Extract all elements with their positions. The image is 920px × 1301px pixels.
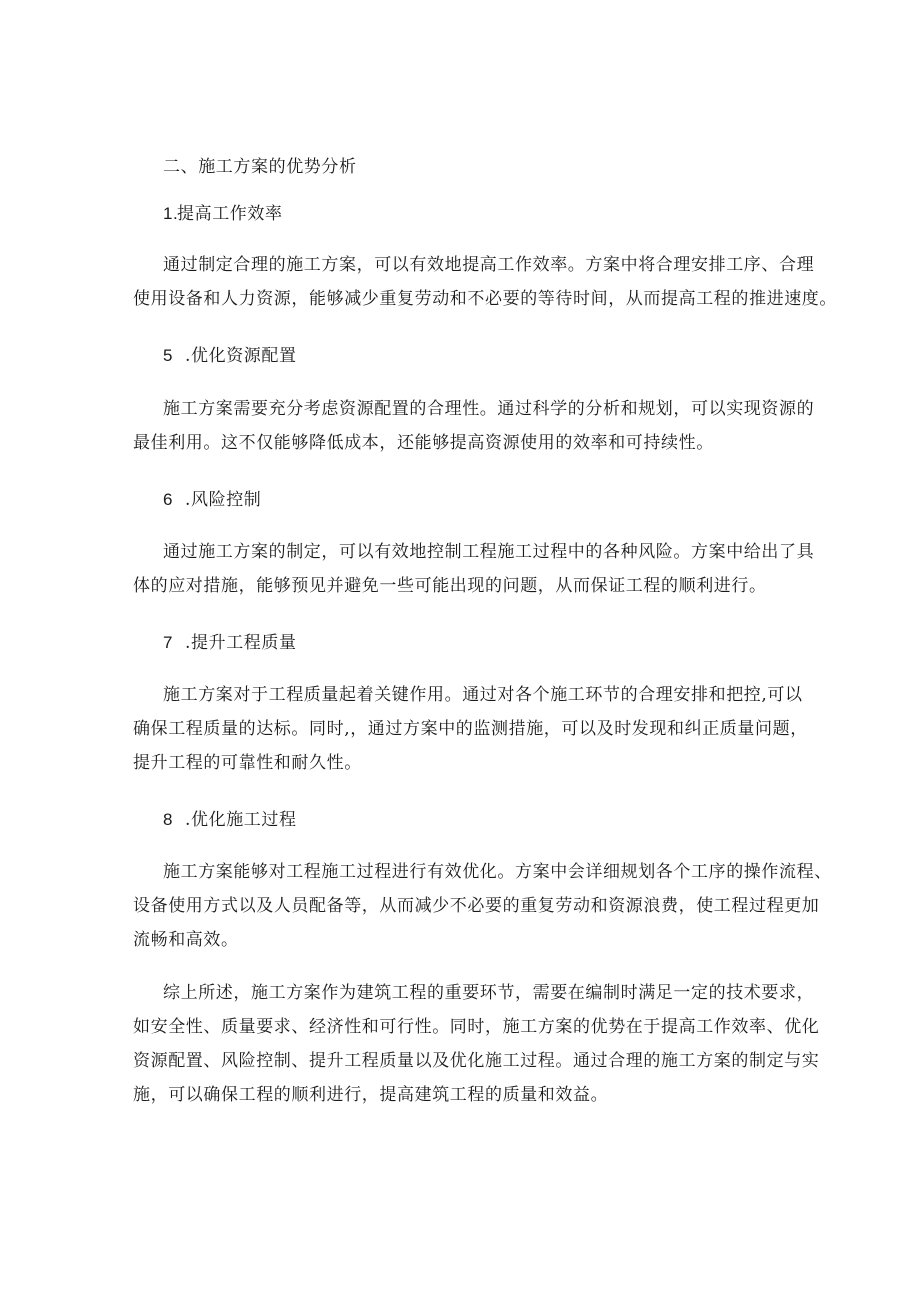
paragraph-line: 使用设备和人力资源，能够减少重复劳动和不必要的等待时间，从而提高工程的推进速度。 bbox=[133, 289, 837, 309]
paragraph-line: 最佳利用。这不仅能够降低成本，还能够提高资源使用的效率和可持续性。 bbox=[133, 433, 714, 453]
paragraph-line: 施工方案对于工程质量起着关键作用。通过对各个施工环节的合理安排和把控,可以 bbox=[163, 685, 803, 705]
paragraph-line: 施工方案需要充分考虑资源配置的合理性。通过科学的分析和规划，可以实现资源的 bbox=[163, 399, 815, 419]
summary-line: 施，可以确保工程的顺利进行，提高建筑工程的质量和效益。 bbox=[133, 1085, 609, 1105]
item-number: 8 bbox=[163, 810, 174, 829]
paragraph-line: 流畅和高效。 bbox=[133, 930, 239, 950]
summary-line: 资源配置、风险控制、提升工程质量以及优化施工过程。通过合理的施工方案的制定与实 bbox=[133, 1051, 820, 1071]
item-heading bbox=[163, 345, 297, 367]
paragraph-line: 体的应对措施，能够预见并避免一些可能出现的问题，从而保证工程的顺利进行。 bbox=[133, 576, 767, 596]
summary-line: 综上所述，施工方案作为建筑工程的重要环节，需要在编制时满足一定的技术要求， bbox=[163, 983, 815, 1003]
item-number: 5 bbox=[163, 346, 174, 365]
item-heading bbox=[163, 809, 297, 831]
summary-line: 如安全性、质量要求、经济性和可行性。同时，施工方案的优势在于提高工作效率、优化 bbox=[133, 1017, 820, 1037]
paragraph-line: 通过制定合理的施工方案，可以有效地提高工作效率。方案中将合理安排工序、合理 bbox=[163, 255, 815, 275]
item-heading-text: .风险控制 bbox=[185, 490, 262, 510]
paragraph-line: 提升工程的可靠性和耐久性。 bbox=[133, 753, 362, 773]
item-number: 6 bbox=[163, 490, 174, 509]
item-heading-text: .优化施工过程 bbox=[185, 810, 297, 830]
item-number: 1. bbox=[163, 204, 179, 223]
item-heading bbox=[163, 203, 283, 225]
item-heading-text: .提升工程质量 bbox=[185, 633, 297, 653]
paragraph-line: 设备使用方式以及人员配备等，从而减少不必要的重复劳动和资源浪费，使工程过程更加 bbox=[133, 896, 820, 916]
item-heading bbox=[163, 632, 297, 654]
paragraph-line: 确保工程质量的达标。同时,，通过方案中的监测措施，可以及时发现和纠正质量问题， bbox=[133, 719, 808, 739]
item-heading-text: 提高工作效率 bbox=[177, 204, 283, 224]
item-heading bbox=[163, 489, 261, 511]
item-heading-text: .优化资源配置 bbox=[185, 346, 297, 366]
paragraph-line: 施工方案能够对工程施工过程进行有效优化。方案中会详细规划各个工序的操作流程、 bbox=[163, 862, 832, 882]
section-title: 二、施工方案的优势分析 bbox=[163, 157, 357, 177]
paragraph-line: 通过施工方案的制定，可以有效地控制工程施工过程中的各种风险。方案中给出了具 bbox=[163, 542, 815, 562]
item-number: 7 bbox=[163, 633, 174, 652]
